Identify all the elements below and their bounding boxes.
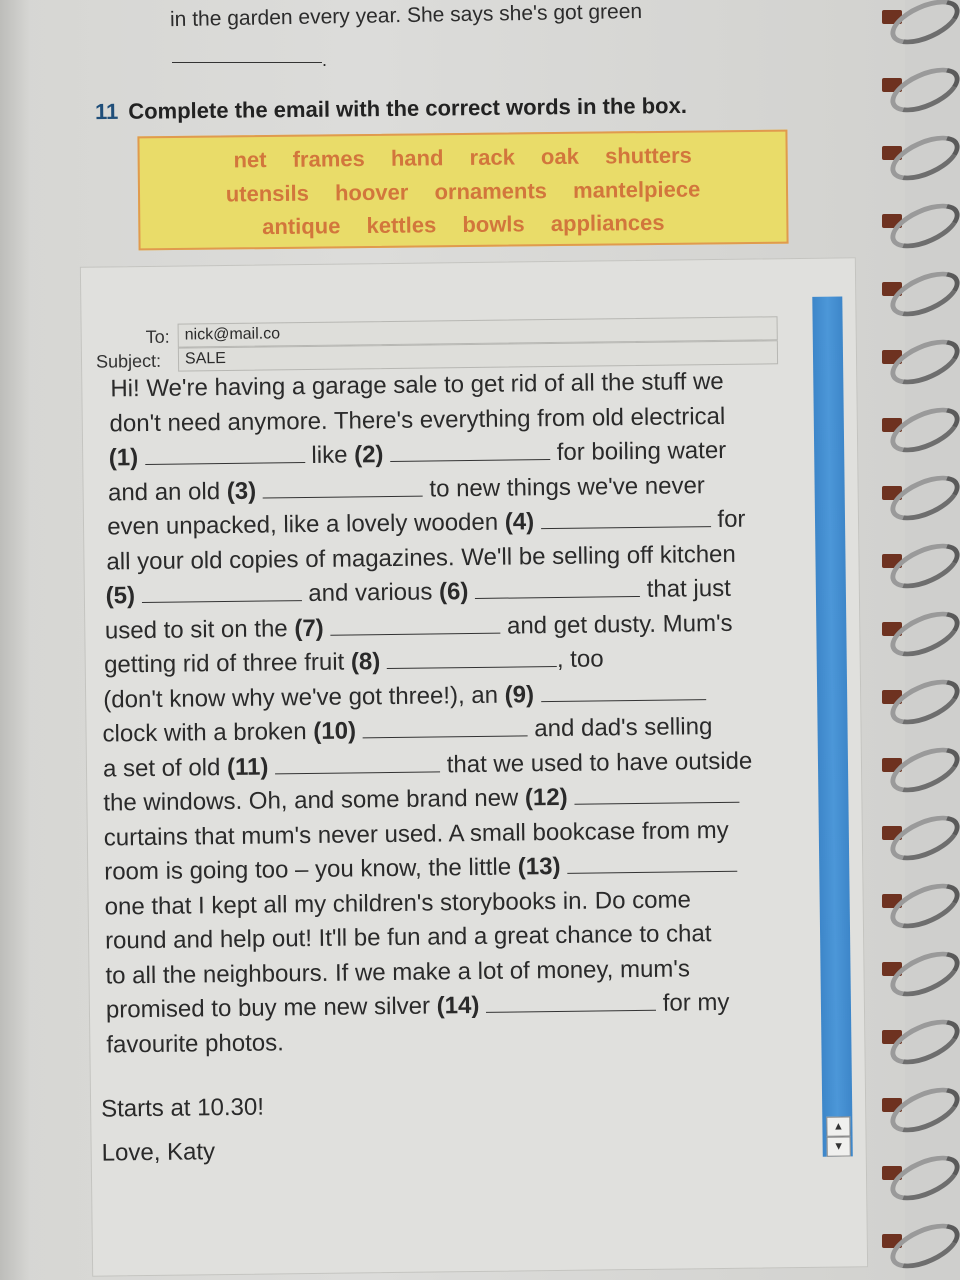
email-text: and an old [107, 477, 227, 506]
email-text: that just [639, 574, 731, 603]
answer-blank[interactable] [275, 753, 440, 774]
email-text: that we used to have outside [439, 747, 753, 778]
spiral-coil [884, 875, 960, 938]
email-text: even unpacked, like a lovely wooden [107, 508, 505, 541]
email-text: (don't know why we've got three!), an [103, 681, 505, 714]
email-text: promised to buy me new silver [105, 992, 437, 1024]
word-box-row-2 [140, 176, 786, 209]
spiral-coil [884, 331, 960, 394]
answer-blank[interactable] [363, 717, 528, 738]
answer-blank[interactable] [390, 441, 550, 462]
spiral-coil [884, 1147, 960, 1210]
scroll-up-arrow[interactable]: ▲ [826, 1116, 850, 1136]
email-text: one that I kept all my children's storybooks in. Do come [104, 885, 691, 921]
email-line [109, 437, 727, 473]
email-text: for boiling water [549, 436, 727, 467]
email-line [103, 782, 739, 818]
email-line [106, 989, 730, 1025]
email-text: the windows. Oh, and some brand new [103, 784, 526, 817]
spiral-coil [884, 467, 960, 530]
spiral-coil [884, 1011, 960, 1074]
word-box-row-1 [140, 142, 786, 175]
email-starts-time: Starts at 10.30! [100, 1093, 265, 1123]
word-item: rack [469, 144, 515, 170]
word-item: shutters [604, 142, 692, 169]
spiral-coil [884, 399, 960, 462]
gap-number: (12) [524, 783, 575, 812]
email-text: to new things we've never [422, 471, 705, 503]
gap-number: (2) [353, 441, 391, 469]
spiral-coil [884, 0, 960, 53]
gap-number: (14) [436, 991, 487, 1020]
email-text: a set of old [102, 753, 228, 783]
answer-blank[interactable] [387, 648, 557, 669]
email-text: and get dusty. Mum's [500, 609, 733, 640]
gap-number: (3) [226, 477, 263, 505]
spiral-coil [884, 739, 960, 802]
word-item: appliances [550, 209, 665, 237]
word-item: net [233, 147, 267, 173]
previous-exercise-line: in the garden every year. She says she's got green [169, 0, 643, 32]
gap-number: (9) [504, 680, 541, 709]
email-text: Hi! We're having a garage sale to get rid of all the stuff we [110, 367, 724, 403]
email-signoff: Love, Katy [101, 1138, 216, 1167]
spiral-coil [884, 263, 960, 326]
to-field[interactable]: nick@mail.co [178, 316, 778, 347]
to-label: To: [145, 326, 170, 347]
email-text: clock with a broken [102, 717, 314, 748]
email-text: for [710, 505, 746, 534]
email-text: for my [655, 988, 730, 1017]
spiral-coil [884, 943, 960, 1006]
email-text: don't need anymore. There's everything from old electrical [109, 402, 726, 437]
word-box [137, 130, 788, 251]
previous-exercise-blank [172, 62, 322, 63]
email-text: , too [556, 645, 604, 673]
email-line [107, 506, 746, 542]
email-text: curtains that mum's never used. A small bookcase from my [103, 816, 729, 852]
email-text: room is going too – you know, the little [104, 853, 518, 886]
email-line [104, 851, 737, 887]
word-item: bowls [462, 211, 525, 238]
email-text: to all the neighbours. If we make a lot of money, mum's [105, 954, 691, 990]
word-item: antique [262, 213, 341, 240]
spiral-binding [880, 0, 960, 1280]
scroll-down-arrow[interactable]: ▼ [827, 1136, 851, 1156]
gap-number: (5) [105, 582, 142, 610]
spiral-coil [884, 671, 960, 734]
email-line [106, 1029, 284, 1059]
gap-number: (6) [438, 577, 476, 606]
email-line [109, 402, 725, 438]
spiral-coil [884, 59, 960, 122]
answer-blank[interactable] [541, 508, 711, 529]
email-text: favourite photos. [106, 1028, 284, 1059]
answer-blank[interactable] [263, 477, 423, 498]
email-line [103, 679, 706, 714]
email-text: getting rid of three fruit [103, 648, 352, 679]
email-line [103, 747, 753, 783]
word-item: utensils [225, 180, 310, 207]
gap-number: (13) [517, 852, 568, 881]
spiral-coil [884, 1215, 960, 1278]
previous-exercise-period: . [322, 50, 328, 70]
spiral-coil [884, 127, 960, 190]
word-item: oak [540, 143, 580, 170]
spiral-coil [884, 535, 960, 598]
answer-blank[interactable] [330, 614, 500, 635]
gap-number: (8) [350, 648, 388, 676]
spiral-coil [884, 1079, 960, 1142]
subject-field[interactable]: SALE [178, 340, 778, 371]
answer-blank[interactable] [567, 853, 737, 874]
email-line [106, 540, 736, 576]
gap-number: (4) [504, 508, 541, 536]
email-line [105, 886, 691, 921]
email-line [110, 368, 724, 403]
email-line [108, 472, 705, 507]
subject-label: Subject: [95, 350, 162, 372]
email-text: and various [301, 578, 440, 608]
word-item: ornaments [434, 178, 548, 205]
email-text: and dad's selling [527, 713, 713, 743]
email-text: round and help out! It'll be fun and a great chance to chat [104, 920, 712, 955]
spiral-coil [884, 195, 960, 258]
email-line [105, 920, 712, 955]
word-item: frames [292, 146, 365, 172]
email-line [104, 816, 729, 852]
email-line [102, 713, 712, 748]
spiral-coil [884, 603, 960, 666]
exercise-heading [95, 93, 687, 125]
gap-number: (1) [108, 443, 145, 472]
word-item: kettles [366, 212, 437, 239]
gap-number: (11) [226, 752, 276, 781]
spiral-coil [884, 807, 960, 870]
word-item: hand [390, 145, 444, 171]
answer-blank[interactable] [142, 582, 302, 603]
word-item: mantelpiece [572, 176, 701, 203]
page-shadow [0, 0, 30, 1280]
exercise-instruction: Complete the email with the correct words in the box. [128, 92, 688, 124]
answer-blank[interactable] [574, 784, 739, 805]
answer-blank[interactable] [486, 992, 656, 1013]
email-text: used to sit on the [104, 614, 295, 644]
scrollbar[interactable] [812, 296, 853, 1156]
answer-blank[interactable] [475, 578, 640, 599]
answer-blank[interactable] [541, 681, 706, 702]
answer-blank[interactable] [145, 444, 305, 465]
exercise-number: 11 [94, 98, 119, 125]
email-line [104, 645, 604, 679]
word-item: hoover [334, 179, 409, 206]
word-box-row-3 [140, 209, 786, 242]
email-text: all your old copies of magazines. We'll be selling off kitchen [106, 540, 736, 575]
email-line [105, 955, 690, 990]
email-line [105, 609, 733, 645]
gap-number: (7) [294, 614, 331, 642]
gap-number: (10) [313, 717, 363, 745]
email-text: like [304, 441, 355, 470]
email-window [80, 257, 868, 1276]
email-line [106, 575, 731, 611]
